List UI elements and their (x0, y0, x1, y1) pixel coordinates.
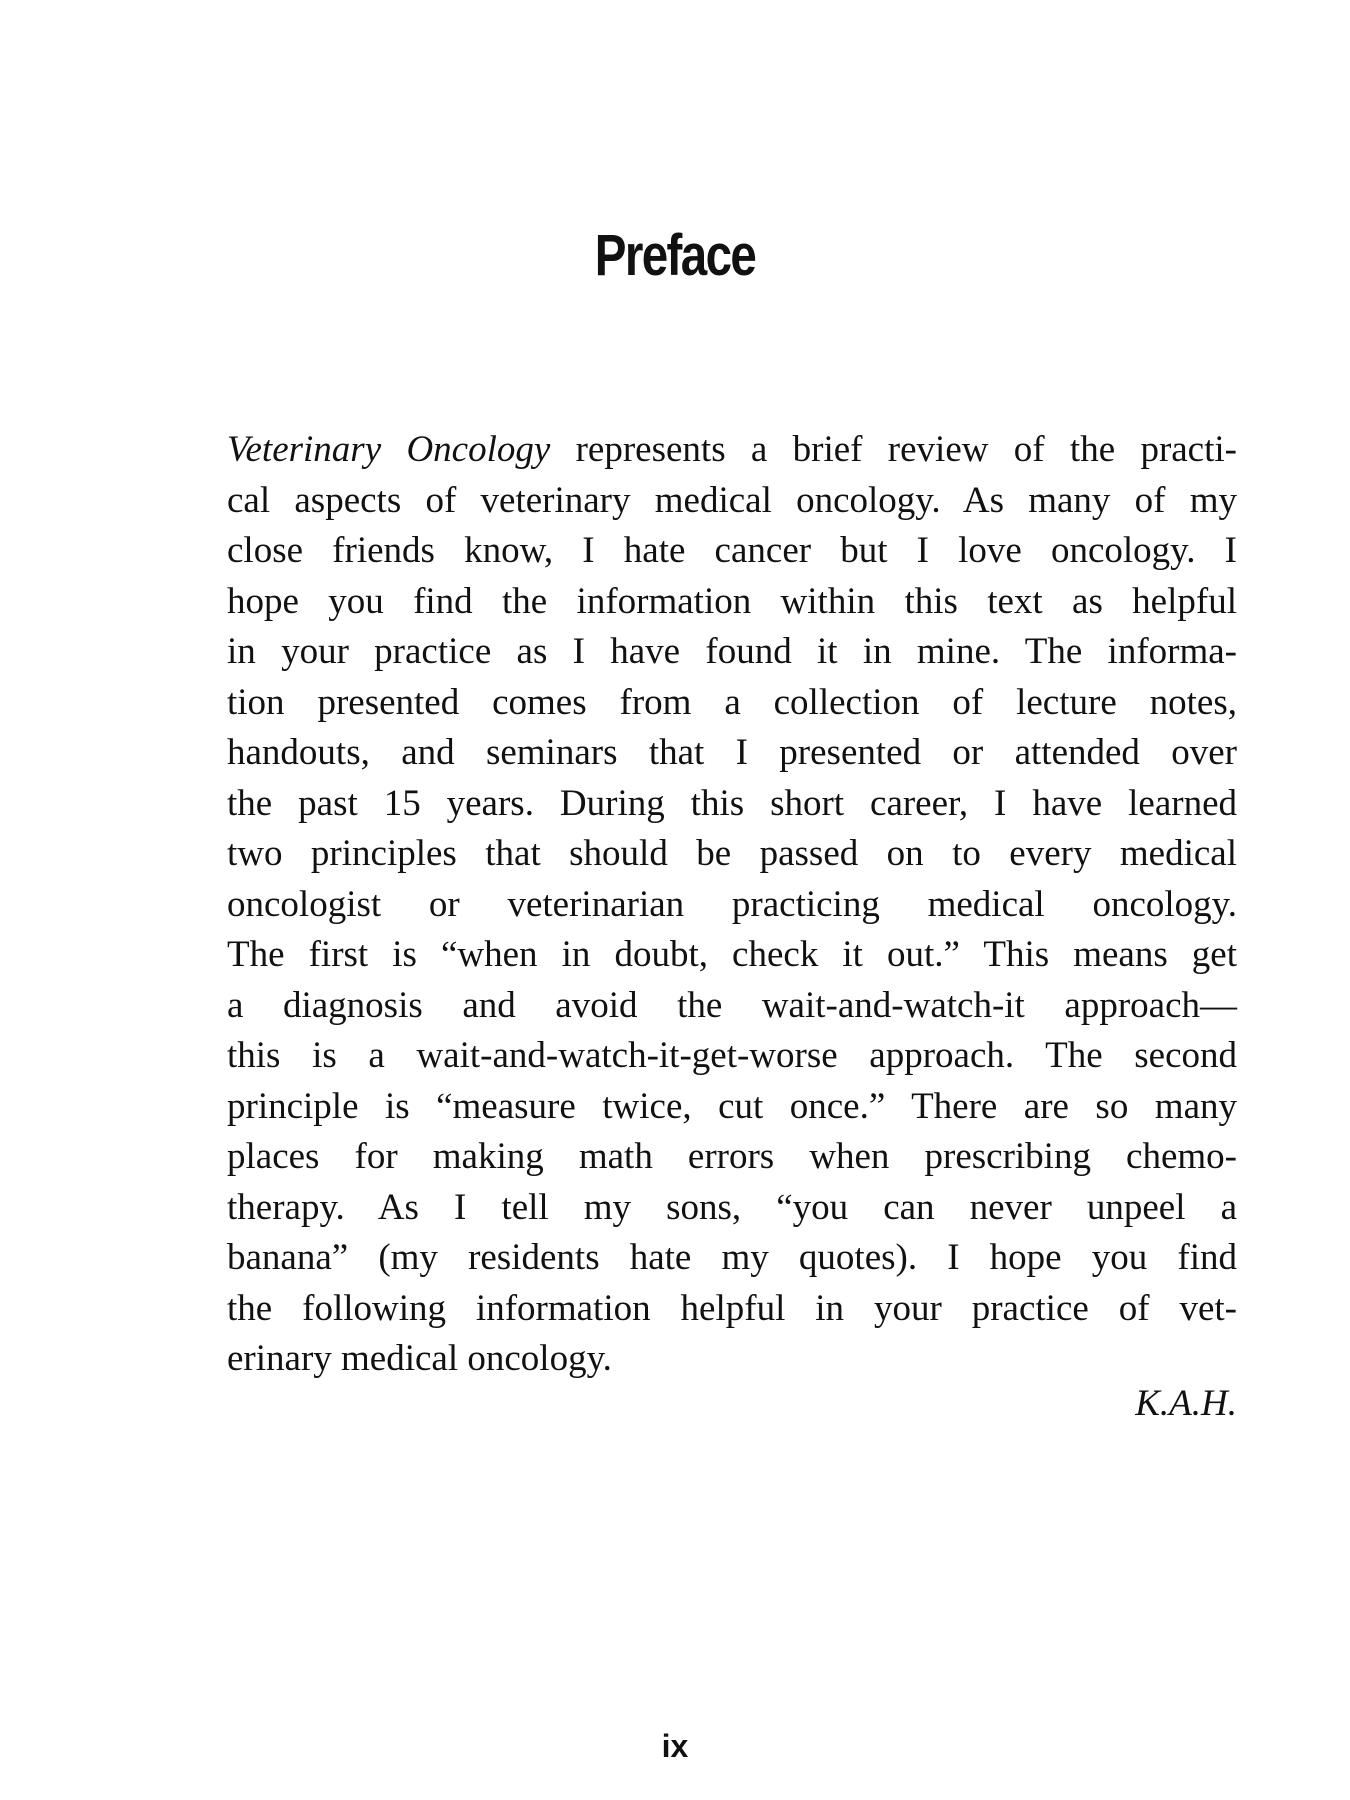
body-line: The first is “when in doubt, check it out.” This means get (227, 934, 1237, 975)
body-line: therapy. As I tell my sons, “you can never unpeel a (227, 1186, 1237, 1228)
body-line: cal aspects of veterinary medical oncology. As many of my (227, 479, 1237, 521)
book-title: Veterinary Oncology (227, 429, 551, 470)
body-line: close friends know, I hate cancer but I love oncology. I (227, 530, 1237, 571)
body-line: this is a wait-and-watch-it-get-worse approach. The second (227, 1035, 1237, 1076)
body-line: handouts, and seminars that I presented or attended over (227, 732, 1237, 773)
body-line: principle is “measure twice, cut once.” There are so many (227, 1085, 1237, 1127)
preface-body (227, 425, 1237, 1385)
body-line: in your practice as I have found it in mine. The informa- (227, 631, 1237, 672)
body-line: erinary medical oncology. (227, 1338, 612, 1379)
body-line: the past 15 years. During this short career, I have learned (227, 782, 1237, 824)
body-line: a diagnosis and avoid the wait-and-watch-it approach— (227, 984, 1237, 1026)
body-line: the following information helpful in your practice of vet- (227, 1287, 1237, 1329)
body-line-text: represents a brief review of the practi- (550, 429, 1237, 470)
body-line: places for making math errors when prescribing chemo- (227, 1136, 1237, 1177)
body-line: banana” (my residents hate my quotes). I hope you find (227, 1237, 1237, 1278)
page-number: ix (661, 1728, 689, 1764)
body-line: hope you find the information within this text as helpful (227, 580, 1237, 622)
author-signature: K.A.H. (1135, 1383, 1237, 1424)
body-line: oncologist or veterinarian practicing medical oncology. (227, 883, 1237, 925)
body-line: tion presented comes from a collection of lecture notes, (227, 681, 1237, 723)
page-title: Preface (594, 223, 756, 288)
body-line (227, 425, 1237, 476)
body-line: two principles that should be passed on to every medical (227, 833, 1237, 874)
